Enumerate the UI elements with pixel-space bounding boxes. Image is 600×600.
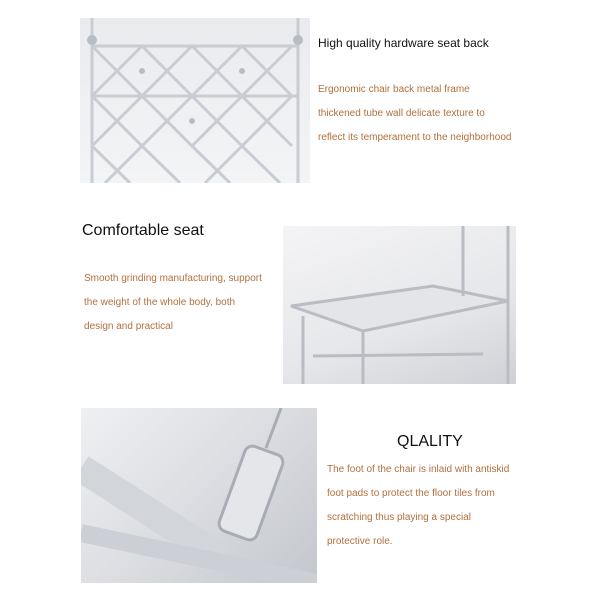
chair-seat-photo	[283, 226, 516, 384]
section-1-line: Ergonomic chair back metal frame	[318, 84, 470, 95]
section-3-line: scratching thus playing a special	[327, 512, 471, 523]
chair-foot-photo	[81, 408, 317, 583]
section-3-line: The foot of the chair is inlaid with antiskid	[327, 464, 510, 475]
section-1-line: thickened tube wall delicate texture to	[318, 108, 485, 119]
section-3-line: foot pads to protect the floor tiles from	[327, 488, 495, 499]
chair-back-photo	[80, 18, 310, 183]
foot-closeup-illustration	[81, 408, 317, 583]
section-1-line: reflect its temperament to the neighborhood	[318, 132, 512, 143]
section-2-title: Comfortable seat	[82, 222, 204, 239]
section-3-line: protective role.	[327, 536, 393, 547]
lattice-back-illustration	[80, 18, 310, 183]
section-1-title: High quality hardware seat back	[318, 36, 489, 50]
section-2-line: Smooth grinding manufacturing, support	[84, 273, 262, 284]
seat-illustration	[283, 226, 516, 384]
section-2-line: design and practical	[84, 321, 173, 332]
section-2-line: the weight of the whole body, both	[84, 297, 236, 308]
section-3-title: QLALITY	[397, 433, 463, 450]
